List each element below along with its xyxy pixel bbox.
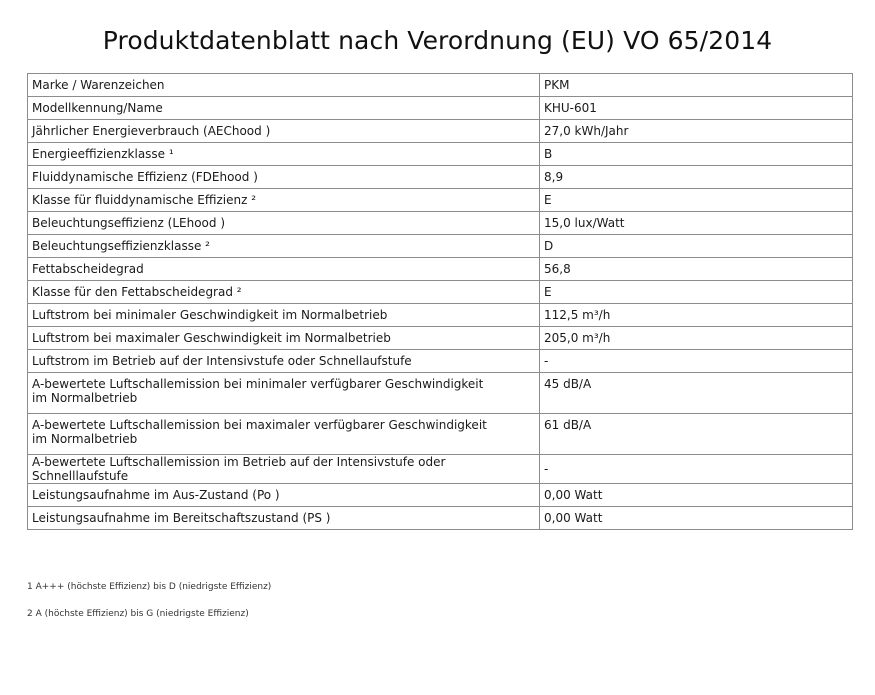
table-row bbox=[28, 235, 853, 258]
row-label-line-1: A-bewertete Luftschallemission bei maximaler verfügbarer Geschwindigkeit bbox=[32, 418, 487, 432]
row-label: Jährlicher Energieverbrauch (AEChood ) bbox=[28, 120, 540, 143]
row-label: A-bewertete Luftschallemission im Betrieb auf der Intensivstufe oder Schnelllaufstufe bbox=[28, 455, 540, 484]
row-value: 205,0 m³/h bbox=[540, 327, 853, 350]
row-label: Beleuchtungseffizienzklasse ² bbox=[28, 235, 540, 258]
row-value: PKM bbox=[540, 74, 853, 97]
row-value: 112,5 m³/h bbox=[540, 304, 853, 327]
row-label: Luftstrom im Betrieb auf der Intensivstufe oder Schnellaufstufe bbox=[28, 350, 540, 373]
row-value: E bbox=[540, 189, 853, 212]
row-label-line-1: A-bewertete Luftschallemission bei minimaler verfügbarer Geschwindigkeit bbox=[32, 377, 484, 391]
row-value: B bbox=[540, 143, 853, 166]
row-label: Luftstrom bei maximaler Geschwindigkeit im Normalbetrieb bbox=[28, 327, 540, 350]
product-data-table bbox=[27, 73, 853, 530]
table-row bbox=[28, 304, 853, 327]
table-row bbox=[28, 507, 853, 530]
table-row bbox=[28, 373, 853, 414]
row-label: Energieeffizienzklasse ¹ bbox=[28, 143, 540, 166]
table-row bbox=[28, 97, 853, 120]
row-label-line-2: im Normalbetrieb bbox=[32, 432, 138, 446]
table-row bbox=[28, 166, 853, 189]
row-label: Marke / Warenzeichen bbox=[28, 74, 540, 97]
table-row bbox=[28, 143, 853, 166]
row-label: Leistungsaufnahme im Bereitschaftszustand (PS ) bbox=[28, 507, 540, 530]
row-value: - bbox=[540, 455, 853, 484]
row-label: Fettabscheidegrad bbox=[28, 258, 540, 281]
table-row bbox=[28, 74, 853, 97]
row-value: 56,8 bbox=[540, 258, 853, 281]
table-row bbox=[28, 120, 853, 143]
row-value: 0,00 Watt bbox=[540, 507, 853, 530]
row-label: Klasse für den Fettabscheidegrad ² bbox=[28, 281, 540, 304]
table-row bbox=[28, 484, 853, 507]
table-row bbox=[28, 258, 853, 281]
row-label: Luftstrom bei minimaler Geschwindigkeit im Normalbetrieb bbox=[28, 304, 540, 327]
table-row bbox=[28, 189, 853, 212]
table-row bbox=[28, 327, 853, 350]
row-label: Leistungsaufnahme im Aus-Zustand (Po ) bbox=[28, 484, 540, 507]
row-label-line-2: im Normalbetrieb bbox=[32, 391, 138, 405]
table-row bbox=[28, 455, 853, 484]
page-title: Produktdatenblatt nach Verordnung (EU) VO 65/2014 bbox=[102, 26, 773, 55]
row-value: - bbox=[540, 350, 853, 373]
row-value: 27,0 kWh/Jahr bbox=[540, 120, 853, 143]
row-label: Fluiddynamische Effizienz (FDEhood ) bbox=[28, 166, 540, 189]
row-value: 61 dB/A bbox=[540, 414, 853, 455]
row-value: 0,00 Watt bbox=[540, 484, 853, 507]
table-row bbox=[28, 414, 853, 455]
table-row bbox=[28, 350, 853, 373]
row-label: Modellkennung/Name bbox=[28, 97, 540, 120]
footnote-1: 1 A+++ (höchste Effizienz) bis D (niedrigste Effizienz) bbox=[27, 582, 272, 592]
row-value: D bbox=[540, 235, 853, 258]
row-label: Beleuchtungseffizienz (LEhood ) bbox=[28, 212, 540, 235]
row-value: 8,9 bbox=[540, 166, 853, 189]
row-value: E bbox=[540, 281, 853, 304]
table-row bbox=[28, 212, 853, 235]
row-label bbox=[28, 414, 540, 455]
row-value: 15,0 lux/Watt bbox=[540, 212, 853, 235]
row-value: 45 dB/A bbox=[540, 373, 853, 414]
row-label: Klasse für fluiddynamische Effizienz ² bbox=[28, 189, 540, 212]
row-value: KHU-601 bbox=[540, 97, 853, 120]
footnote-2: 2 A (höchste Effizienz) bis G (niedrigste Effizienz) bbox=[27, 609, 249, 619]
row-label bbox=[28, 373, 540, 414]
table-row bbox=[28, 281, 853, 304]
